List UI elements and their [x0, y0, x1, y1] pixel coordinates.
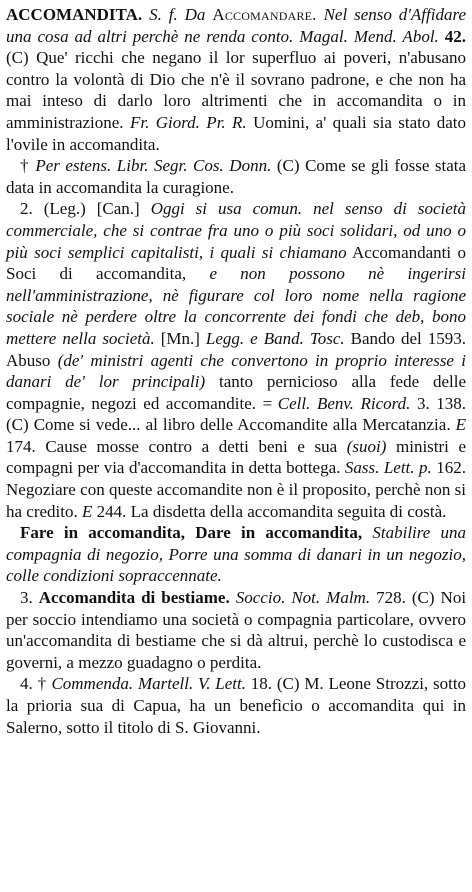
synonym: Soccio. [235, 588, 286, 608]
phrase-label: Accomandita di bestiame. [38, 588, 230, 608]
gloss: (suoi) [346, 436, 387, 456]
gloss: (de' ministri agenti che convertono in proprio interesse i danari de' lor principali) [6, 350, 467, 392]
citation: Legg. e Band. Tosc. [205, 328, 345, 348]
crusca-mark: (C) [411, 588, 435, 608]
sense-4 [6, 673, 466, 738]
definition: Stabilire una compagnia di negozio, Porre una somma di danari in un negozio, colle condizioni sopraccennate. [6, 523, 466, 586]
equals-mark: = [262, 393, 272, 413]
domain-tag: [Mn.] [160, 328, 200, 348]
quotation: Cause mosse contro a detti beni e sua [45, 436, 338, 456]
citation-number: 42. [444, 26, 466, 46]
quotation: Que' ricchi che negano il lor superfluo ai poveri, n'abusano contro la volontà di Dio che n'è il sovrano padrone, e che non ha mai inteso di darlo loro altrimenti che in accomandita o in amministrazione. [6, 48, 466, 132]
citation: Sass. Lett. p. [344, 458, 432, 478]
quotation: Uomini, a' quali sia stato dato l'ovile in accomandita. [6, 112, 467, 154]
citation-number: 3. 138. [416, 393, 467, 413]
sense-number: 2. [20, 199, 33, 219]
domain-tag: (Leg.) [43, 199, 86, 219]
sense-extended [6, 155, 466, 198]
crusca-mark: (C) [6, 48, 29, 68]
phrase-label: Fare in accomandita, Dare in accomandita, [20, 523, 363, 543]
citation: Cell. Benv. Ricord. [277, 393, 411, 413]
sense-number: 3. [20, 588, 33, 608]
citation: Fr. Giord. Pr. R. [129, 112, 247, 132]
part-of-speech: S. f. [149, 5, 178, 24]
citation-number: 18. [250, 674, 273, 694]
term: Soci di accomandita, [6, 264, 187, 284]
citation-number: 174. [6, 436, 36, 456]
citation-number: 244. [96, 501, 127, 521]
crusca-mark: (C) [276, 156, 300, 176]
citation: Not. Malm. [291, 588, 371, 608]
quotation: Come se gli fosse stata data in accomandita la curagione. [6, 156, 467, 197]
term: Accomandanti [352, 242, 452, 262]
dagger-mark: † [20, 156, 30, 176]
sense-number: 4. [20, 674, 33, 694]
sense-2 [6, 198, 466, 522]
citation-number: 728. [376, 588, 406, 608]
etymology-source: Accomandare. [212, 5, 317, 24]
quotation: tanto pernicioso alla fede delle compagnie, negozi ed accomandite. [6, 372, 467, 413]
dictionary-entry-accomandita [6, 4, 466, 738]
quotation: Come si vede... al libro delle Accomandite alla Mercatanzia. [33, 415, 451, 435]
citation: Martell. V. Lett. [137, 674, 246, 694]
definition: Oggi si usa comun. nel senso di società commerciale, che si contrae fra uno o più soci solidari, od uno o più soci semplici capitalisti, i quali si chiamano [6, 199, 467, 262]
quotation: Bando del 1593. Abuso [6, 328, 467, 370]
quotation: ministri e compagni per via d'accomandita in detta bottega. [6, 436, 467, 478]
crusca-mark: (C) [6, 415, 29, 435]
dagger-mark: † [37, 674, 47, 694]
etymology-prefix: Da [184, 5, 206, 24]
citation: E [455, 415, 466, 435]
entry-head [6, 4, 466, 155]
sense-label: Per estens. [35, 156, 112, 176]
headword: ACCOMANDITA. [6, 5, 143, 24]
citation: Magal. Mend. Abol. [299, 26, 439, 46]
quotation: Negoziare con queste accomandite non è il proposito, perchè non si ha credito. [6, 480, 466, 521]
sense-3 [6, 587, 466, 673]
quotation: M. Leone Strozzi, sotto la prioria sua di Capua, ha un benefìcio o accomandita qui in Salerno, sotto il titolo di S. Giovanni. [6, 674, 467, 737]
definition: Nel senso d'Affidare una cosa ad altri perchè ne renda conto. [6, 5, 467, 46]
citation-number: 162. [436, 458, 466, 478]
citation: Libr. Segr. Cos. Donn. [116, 156, 272, 176]
phrase-block [6, 522, 466, 587]
definition: e non possono nè ingerirsi nell'amministrazione, nè figurare col loro nome nella ragione sociale nè perdere oltre la concorrente dei fondi che deb, bono mettere nella società. [6, 264, 467, 348]
crusca-mark: (C) [276, 674, 300, 694]
synonym: Commenda. [51, 674, 134, 694]
conjunction: o [457, 242, 466, 262]
domain-tag: [Can.] [96, 199, 140, 219]
quotation: Noi per soccio intendiamo una società o compagnia particolare, ovvero un'accomandita di bestiame che si dà altrui, perchè lo custodisca e governi, a mezzo guadagno o perdita. [6, 588, 467, 672]
citation: E [82, 501, 93, 521]
quotation: La disdetta della accomandita seguita di costà. [130, 501, 447, 521]
